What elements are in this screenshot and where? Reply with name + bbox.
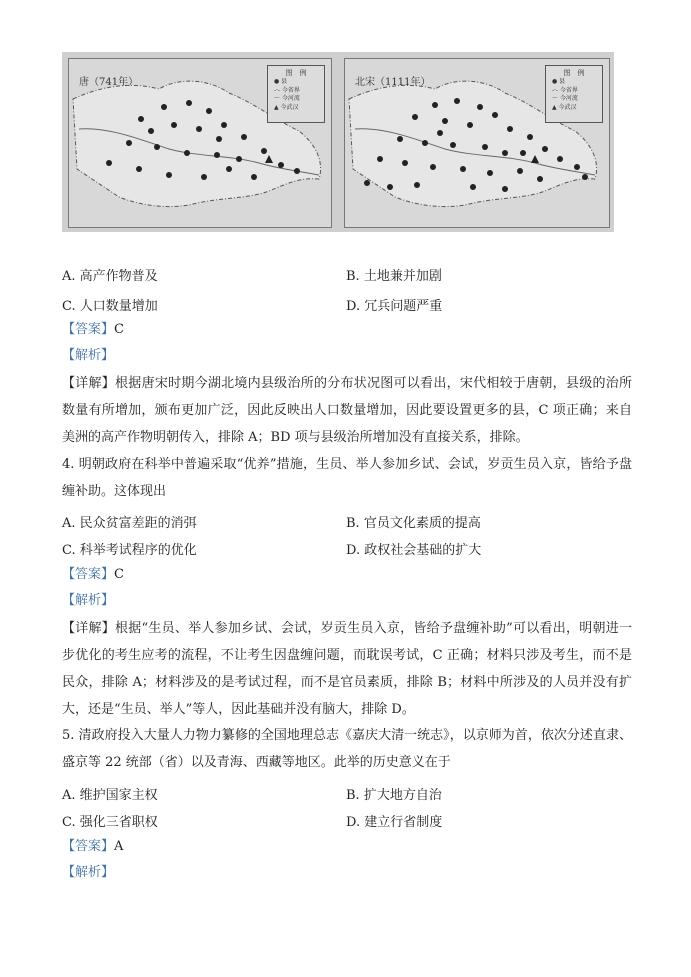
q5-analysis-tag xyxy=(62,864,114,882)
song-legend xyxy=(545,65,603,123)
q3-option-c: C. 人口数量增加 xyxy=(62,299,158,314)
q5-option-b: B. 扩大地方自治 xyxy=(346,788,442,803)
q5-option-d: D. 建立行省制度 xyxy=(346,815,443,830)
q5-option-a: A. 维护国家主权 xyxy=(62,788,158,803)
answer-tag: 【答案】 xyxy=(62,567,115,582)
analysis-tag: 【解析】 xyxy=(62,865,115,880)
q3-option-d: D. 冗兵问题严重 xyxy=(346,299,443,314)
legend-title: 图 例 xyxy=(563,69,585,77)
q4-stem: 4. 明朝政府在科举中普遍采取“优养”措施，生员、举人参加乡试、会试，岁贡生员入京，皆给予盘缠补助。这体现出 xyxy=(62,457,632,499)
detail-tag: 【详解】 xyxy=(62,621,115,636)
q4-option-c: C. 科举考试程序的优化 xyxy=(62,543,197,558)
tang-map xyxy=(68,58,332,228)
legend-item: ● 县 xyxy=(552,78,566,85)
detail-text: 根据“生员、举人参加乡试、会试，岁贡生员入京，皆给予盘缠补助”可以看出，明朝进一步优化的考生应考的流程，不让考生因盘缠问题，而耽误考试，C 正确；材料只涉及考生，而不是民众，排除 A；材料涉及的是考试过程，而不是官员素质，排除 B；材料中所涉及的人员并没有扩大，还是“生员、举人”等人，因此基础并没有脑大，排除 D。 xyxy=(62,621,632,717)
tang-legend xyxy=(267,65,325,123)
q3-analysis-tag xyxy=(62,347,114,365)
answer-value: C xyxy=(114,567,124,582)
detail-text: 根据唐宋时期今湖北境内县级治所的分布状况图可以看出，宋代相较于唐朝，县级的治所数量有所增加，颁布更加广泛，因此反映出人口数量增加，因此要设置更多的县，C 项正确；来自美洲的高产作物明朝传入，排除 A；BD 项与县级治所增加没有直接关系，排除。 xyxy=(62,376,632,445)
q4-option-a: A. 民众贫富差距的消弭 xyxy=(62,516,197,531)
q4-option-b: B. 官员文化素质的提高 xyxy=(346,516,481,531)
q4-answer xyxy=(62,566,124,584)
legend-item: ▲ 今武汉 xyxy=(552,103,577,111)
q3-option-b: B. 土地兼并加剧 xyxy=(346,269,442,284)
q4-detail xyxy=(62,615,632,723)
answer-tag: 【答案】 xyxy=(62,839,115,854)
legend-item: -·- 今省界 xyxy=(552,86,578,94)
q3-answer xyxy=(62,321,124,339)
analysis-tag: 【解析】 xyxy=(62,593,115,608)
answer-tag: 【答案】 xyxy=(62,322,115,337)
q4-analysis-tag xyxy=(62,592,114,610)
detail-tag: 【详解】 xyxy=(62,376,116,391)
legend-item: ▲ 今武汉 xyxy=(274,103,299,111)
analysis-tag: 【解析】 xyxy=(62,348,115,363)
answer-value: C xyxy=(114,322,124,337)
q5-stem: 5. 清政府投入大量人力物力纂修的全国地理总志《嘉庆大清一统志》，以京师为首，依次分述直隶、盛京等 22 统部（省）以及青海、西藏等地区。此举的历史意义在于 xyxy=(62,728,632,770)
map-figure xyxy=(62,52,614,232)
legend-item: ● 县 xyxy=(274,78,288,85)
q5-answer xyxy=(62,838,123,856)
q5-option-c: C. 强化三省职权 xyxy=(62,815,158,830)
q4-option-d: D. 政权社会基础的扩大 xyxy=(346,543,482,558)
legend-item: ～ 今河流 xyxy=(274,95,300,102)
answer-value: A xyxy=(114,839,124,854)
tang-map-title: 唐（741年） xyxy=(79,77,139,88)
song-map-title: 北宋（1111年） xyxy=(355,77,431,88)
q3-detail xyxy=(62,370,632,451)
q3-option-a: A. 高产作物普及 xyxy=(62,269,158,284)
legend-title: 图 例 xyxy=(285,69,307,77)
legend-item: ～ 今河流 xyxy=(552,95,578,102)
legend-item: -·- 今省界 xyxy=(274,86,300,94)
song-map xyxy=(344,58,610,228)
